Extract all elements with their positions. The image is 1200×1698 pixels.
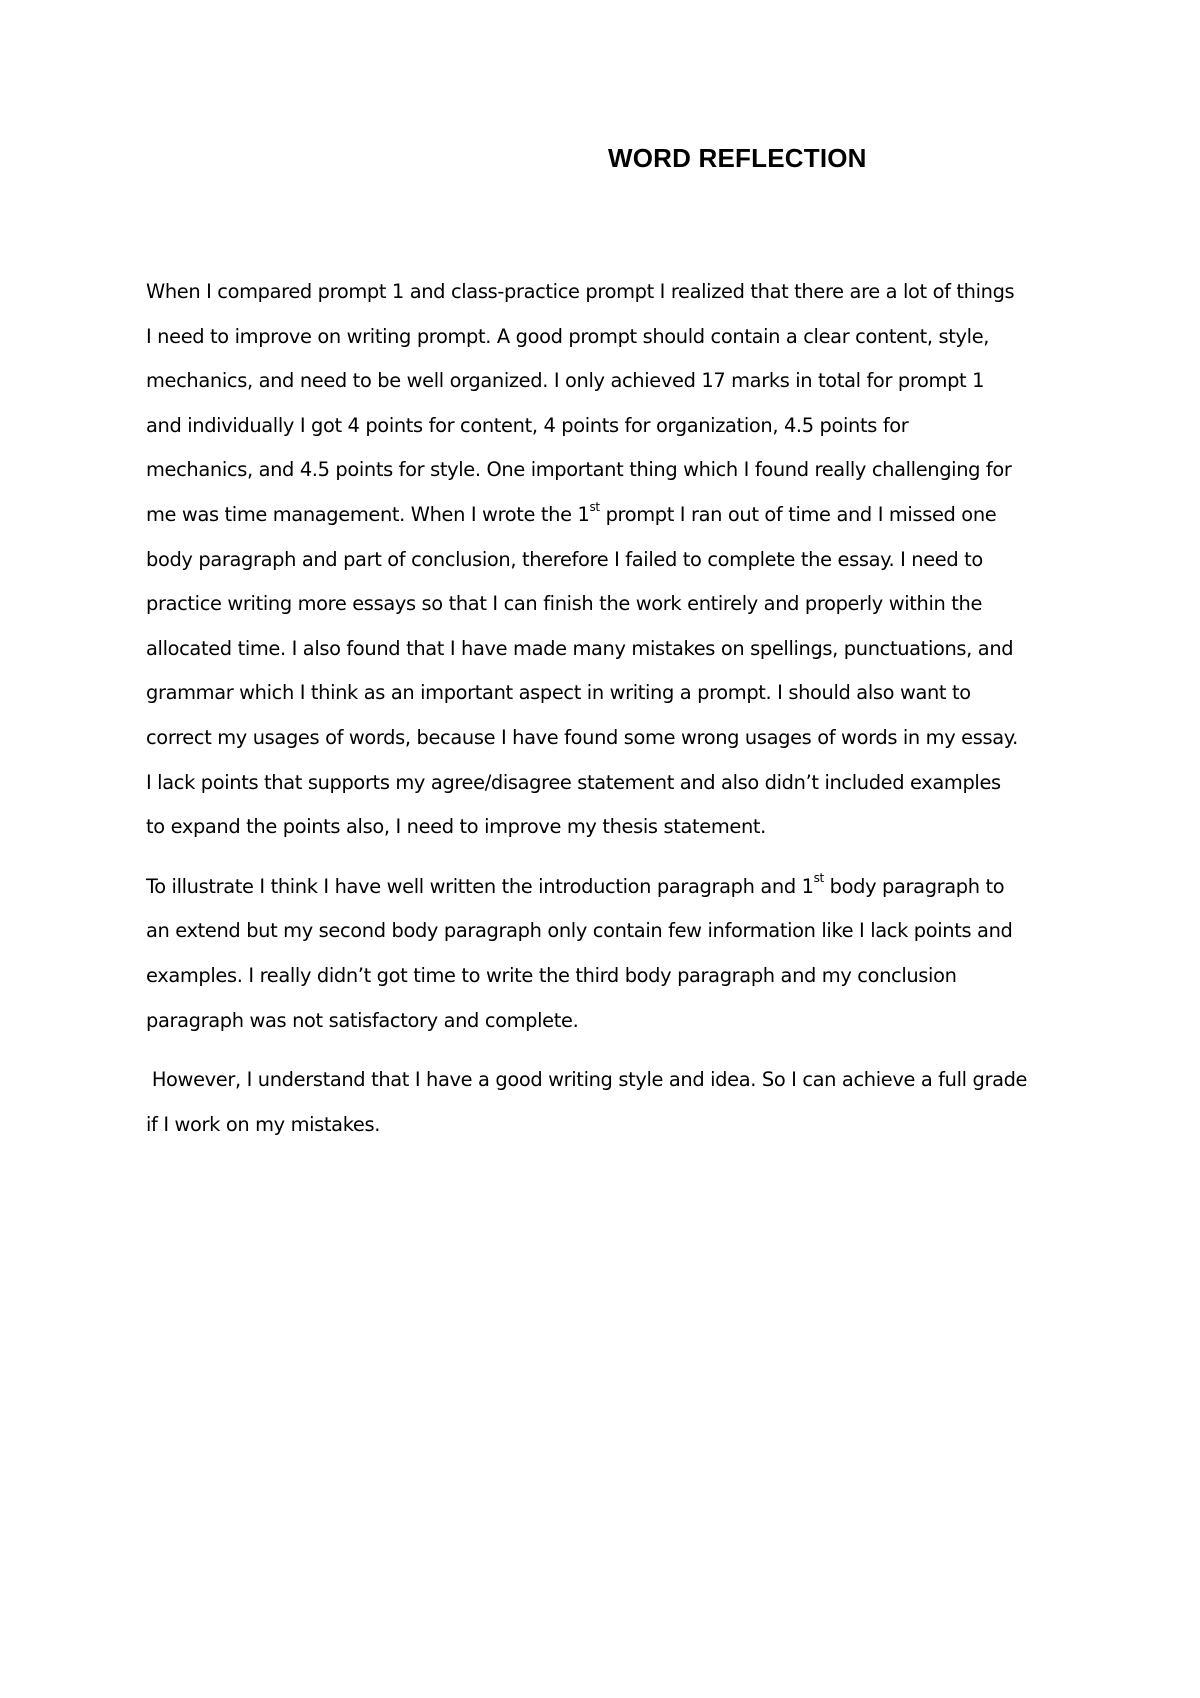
paragraph-line: allocated time. I also found that I have made many mistakes on spellings, punctuations, and xyxy=(146,636,1014,660)
paragraph-line: paragraph was not satisfactory and complete. xyxy=(146,1008,579,1032)
paragraph-line: mechanics, and 4.5 points for style. One important thing which I found really challenging for xyxy=(146,458,1012,482)
paragraph-1 xyxy=(146,270,1066,850)
ordinal-superscript: st xyxy=(589,499,600,514)
paragraph-line xyxy=(146,493,1066,538)
document-title: WORD REFLECTION xyxy=(608,143,867,173)
paragraph-line xyxy=(146,865,1066,910)
paragraph-3 xyxy=(146,1058,1066,1147)
document-body xyxy=(146,270,1066,1147)
paragraph-line: to expand the points also, I need to improve my thesis statement. xyxy=(146,815,766,839)
paragraph-line: examples. I really didn’t got time to write the third body paragraph and my conclusion xyxy=(146,963,957,987)
paragraph-line: body paragraph and part of conclusion, therefore I failed to complete the essay. I need to xyxy=(146,547,983,571)
line-text: body paragraph to xyxy=(823,874,1005,898)
paragraph-line: mechanics, and need to be well organized. I only achieved 17 marks in total for prompt 1 xyxy=(146,369,985,393)
ordinal-superscript: st xyxy=(813,871,824,886)
line-text: To illustrate I think I have well written the introduction paragraph and 1 xyxy=(146,874,814,898)
paragraph-line: I need to improve on writing prompt. A good prompt should contain a clear content, style, xyxy=(146,324,990,348)
line-text: prompt I ran out of time and I missed one xyxy=(599,502,997,526)
paragraph-line: correct my usages of words, because I have found some wrong usages of words in my essay. xyxy=(146,725,1018,749)
line-text: me was time management. When I wrote the 1 xyxy=(146,502,590,526)
paragraph-line: an extend but my second body paragraph only contain few information like I lack points and xyxy=(146,919,1013,943)
paragraph-line: and individually I got 4 points for content, 4 points for organization, 4.5 points for xyxy=(146,413,909,437)
paragraph-line: When I compared prompt 1 and class-practice prompt I realized that there are a lot of things xyxy=(146,280,1015,303)
paragraph-line: I lack points that supports my agree/disagree statement and also didn’t included examples xyxy=(146,770,1001,794)
paragraph-line: if I work on my mistakes. xyxy=(146,1112,381,1136)
paragraph-line: practice writing more essays so that I can finish the work entirely and properly within the xyxy=(146,592,983,616)
paragraph-line: grammar which I think as an important aspect in writing a prompt. I should also want to xyxy=(146,681,971,705)
paragraph-line: However, I understand that I have a good writing style and idea. So I can achieve a full grade xyxy=(146,1068,1028,1092)
paragraph-2 xyxy=(146,865,1066,1043)
